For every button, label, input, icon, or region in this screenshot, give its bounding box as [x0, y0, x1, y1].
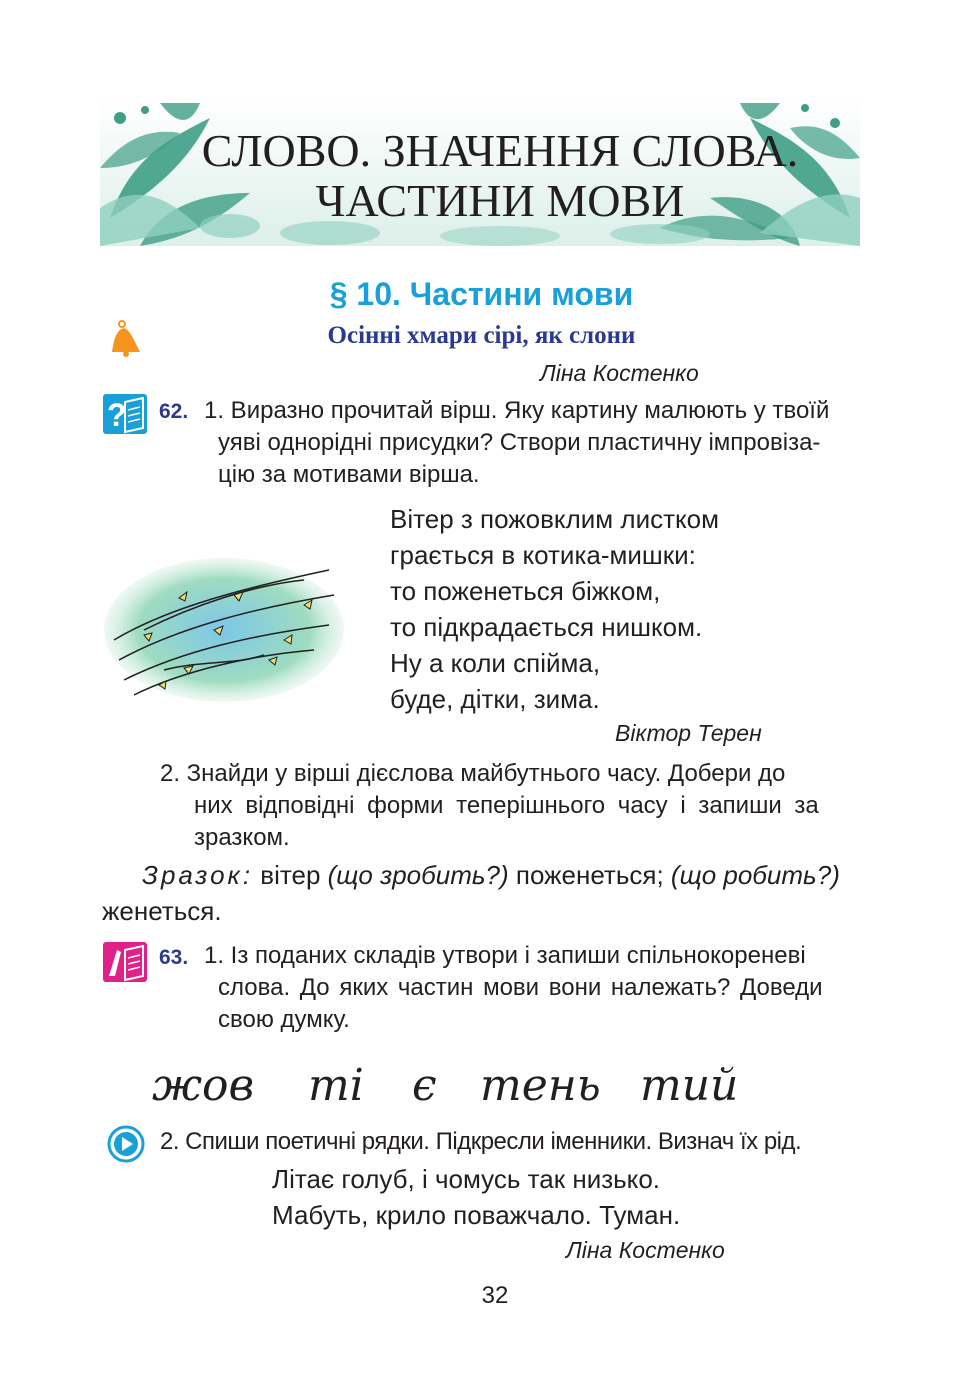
poem-line: Літає голуб, і чомусь так низько. [272, 1164, 661, 1194]
syllable: є [412, 1060, 437, 1111]
sample-question: (що зробить?) [327, 860, 509, 890]
poem-line: буде, дітки, зима. [390, 684, 600, 714]
sample-continuation: женеться. [102, 896, 222, 926]
task-line: зразком. [194, 824, 290, 851]
page-number: 32 [481, 1282, 509, 1309]
sample-label: Зразок: [142, 860, 254, 890]
question-book-icon [103, 394, 147, 434]
task-line: цію за мотивами вірша. [218, 461, 480, 488]
exercise-62-number: 62. [159, 400, 189, 423]
exercise-62-poem [390, 501, 719, 717]
poem-line: Мабуть, крило поважчало. Туман. [272, 1200, 681, 1230]
task-line: 1. Виразно прочитай вірш. Яку картину малюють у твоїй [204, 397, 830, 424]
exercise-63-task1 [204, 940, 904, 1036]
poem-author: Ліна Костенко [540, 360, 699, 386]
syllable: тий [640, 1060, 739, 1111]
sample-line [142, 860, 840, 891]
task-line: них відповідні форми теперішнього часу і запиши за [194, 792, 819, 819]
exercise-63-task2: 2. Спиши поетичні рядки. Підкресли іменники. Визнач їх рід. [160, 1128, 802, 1155]
poem-author: Віктор Терен [615, 720, 762, 746]
task-line: 2. Знайди у вірші дієслова майбутнього часу. Добери до [160, 760, 786, 787]
task-line: уяві однорідні присудки? Створи пластичну імпровіза- [218, 429, 821, 456]
sample-text: вітер [253, 860, 328, 890]
pen-book-icon [103, 942, 147, 982]
poem-line: Ну а коли спійма, [390, 648, 601, 678]
section-title: § 10. Частини мови [329, 276, 634, 312]
chapter-title-line1: СЛОВО. ЗНАЧЕННЯ СЛОВА. [201, 125, 799, 176]
poem-line: то підкрадається нишком. [390, 612, 703, 642]
poem-line: грається в котика-мишки: [390, 540, 696, 570]
task-line: слова. До яких частин мови вони належать? Доведи [218, 974, 823, 1001]
exercise-63-poem [272, 1161, 680, 1233]
exercise-62-task1 [204, 395, 904, 491]
sample-text: поженеться; [508, 860, 671, 890]
wind-leaves-illustration [104, 550, 344, 705]
play-circle-icon [106, 1124, 146, 1164]
poem-author: Ліна Костенко [566, 1237, 725, 1263]
task-line: свою думку. [218, 1006, 350, 1033]
exercise-63-number: 63. [159, 946, 189, 969]
chapter-title-line2: ЧАСТИНИ МОВИ [315, 175, 685, 226]
syllable: жов [152, 1060, 255, 1111]
poem-line: то поженеться біжком, [390, 576, 661, 606]
syllable: ті [308, 1060, 364, 1111]
exercise-62-task2 [160, 758, 890, 854]
sample-question: (що робить?) [670, 860, 840, 890]
syllable: тень [480, 1060, 601, 1111]
poem-title: Осінні хмари сірі, як слони [327, 322, 636, 349]
poem-line: Вітер з пожовклим листком [390, 504, 719, 534]
svg-text:?: ? [107, 397, 127, 433]
task-line: 1. Із поданих складів утвори і запиши спільнокореневі [204, 942, 806, 969]
